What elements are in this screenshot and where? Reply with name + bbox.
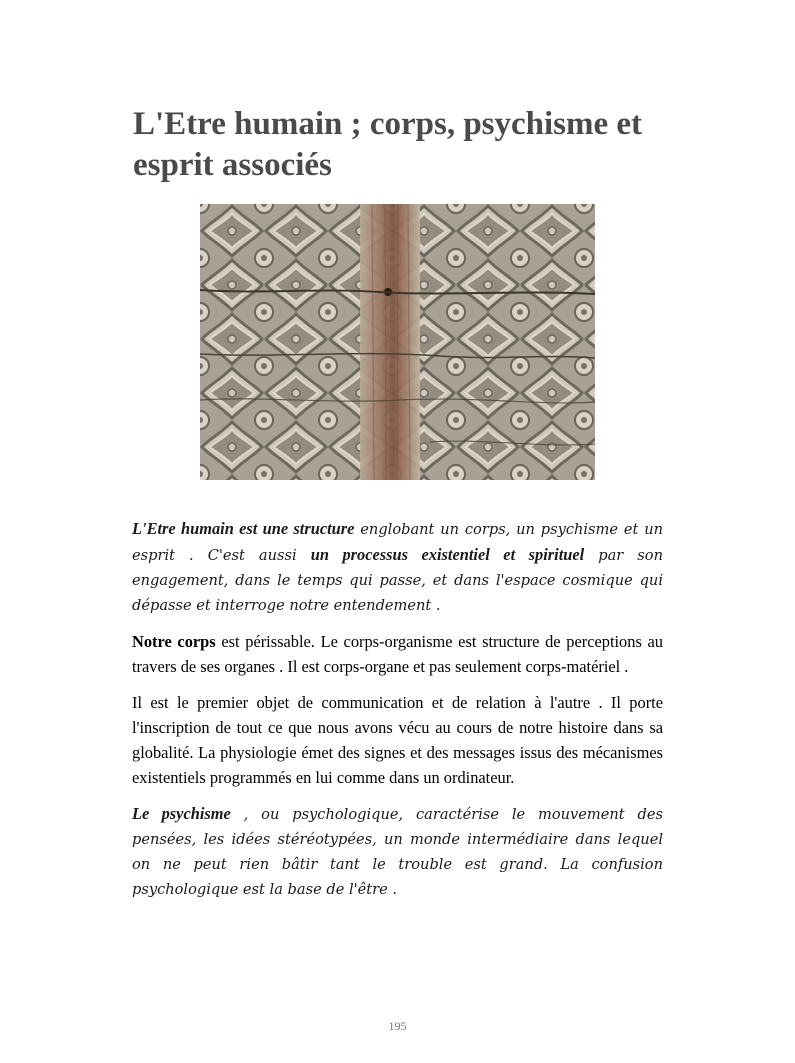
- paragraph-human-structure: [132, 516, 663, 618]
- paragraph-body: [132, 629, 663, 679]
- paragraph-text: est périssable. Le corps-organisme est structure de perceptions au travers de ses organes . Il est corps-organe et pas seulement corps-matériel .: [132, 632, 663, 676]
- body-text: [132, 516, 663, 913]
- emphasis-body: Notre corps: [132, 632, 216, 651]
- paragraph-text: par son engagement, dans le temps qui passe, et dans l'espace cosmique qui dépasse et interroge notre entendement .: [132, 547, 663, 614]
- emphasis-structure: L'Etre humain est une structure: [132, 519, 355, 538]
- paragraph-psyche: [132, 801, 663, 902]
- emphasis-process: un processus existentiel et spirituel: [310, 545, 585, 564]
- paragraph-text: Il est le premier objet de communication et de relation à l'autre . Il porte l'inscription de tout ce que nous avons vécu au cours de notre histoire dans sa globalité. La physiologie émet des signes et des messages issus des mécanismes existentiels programmés en lui comme dans un ordinateur.: [132, 693, 663, 787]
- page-title: L'Etre humain ; corps, psychisme et esprit associés: [133, 106, 643, 183]
- carved-stone-lattice-image: [200, 204, 595, 480]
- page-number: 195: [388, 1019, 407, 1033]
- paragraph-communication: [132, 690, 663, 790]
- emphasis-psyche: Le psychisme: [132, 804, 231, 823]
- paragraph-text: , ou psychologique, caractérise le mouvement des pensées, les idées stéréotypées, un monde intermédiaire dans lequel on ne peut rien bâtir tant le trouble est grand. La confusion psychologique est la base de l'être .: [132, 806, 663, 898]
- paragraph-text: englobant un corps, un psychisme et un esprit . C'est aussi: [132, 521, 663, 564]
